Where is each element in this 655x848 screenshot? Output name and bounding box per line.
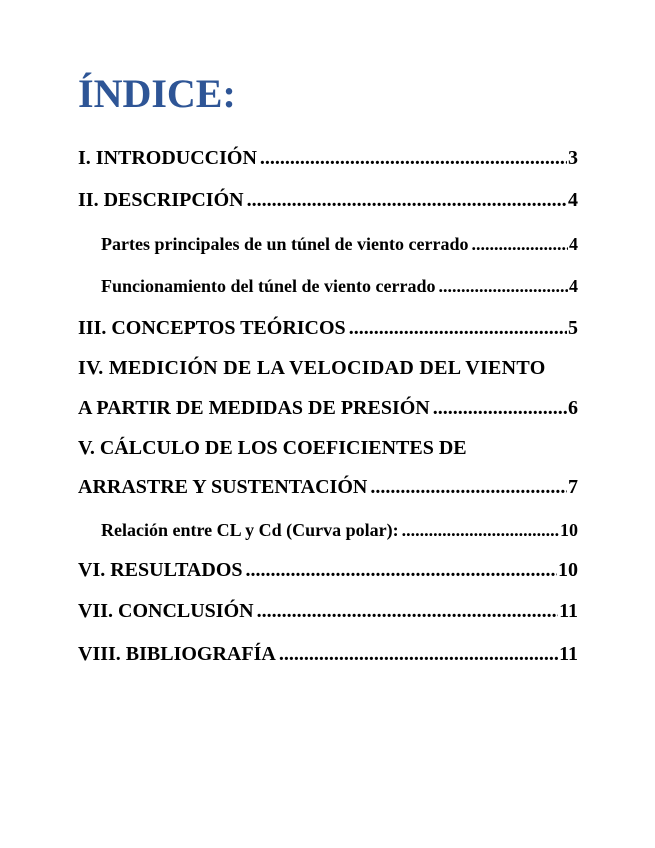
toc-leader-dots — [260, 145, 567, 171]
toc-entry-medicion-line1[interactable]: IV. MEDICIÓN DE LA VELOCIDAD DEL VIENTO — [78, 357, 546, 379]
toc-entry-page: 10 — [560, 520, 578, 540]
toc-title: ÍNDICE: — [78, 71, 236, 116]
toc-entry-conclusion[interactable] — [78, 598, 578, 624]
toc-entry-label: VI. RESULTADOS — [78, 559, 243, 581]
toc-entry-page: 11 — [559, 600, 578, 622]
toc-entry-resultados[interactable] — [78, 557, 578, 583]
toc-leader-dots — [402, 517, 559, 543]
toc-entry-label: ARRASTRE Y SUSTENTACIÓN — [78, 476, 368, 498]
toc-entry-page: 6 — [568, 397, 578, 419]
toc-entry-page: 3 — [568, 147, 578, 169]
toc-leader-dots — [246, 557, 557, 583]
toc-entry-bibliografia[interactable] — [78, 641, 578, 667]
toc-leader-dots — [349, 315, 567, 341]
toc-entry-page: 7 — [568, 476, 578, 498]
toc-entry-label: Relación entre CL y Cd (Curva polar): — [101, 520, 399, 540]
toc-entry-calculo-line1[interactable]: V. CÁLCULO DE LOS COEFICIENTES DE — [78, 437, 467, 459]
toc-entry-conceptos-teoricos[interactable] — [78, 315, 578, 341]
toc-leader-dots — [433, 395, 567, 421]
toc-entry-label: I. INTRODUCCIÓN — [78, 147, 257, 169]
toc-entry-medicion[interactable] — [78, 395, 578, 421]
toc-entry-label: A PARTIR DE MEDIDAS DE PRESIÓN — [78, 397, 430, 419]
toc-entry-partes-principales[interactable] — [101, 231, 578, 257]
toc-entry-label: III. CONCEPTOS TEÓRICOS — [78, 317, 346, 339]
toc-entry-label: Partes principales de un túnel de viento cerrado — [101, 234, 469, 254]
toc-entry-label: II. DESCRIPCIÓN — [78, 189, 244, 211]
toc-leader-dots — [471, 231, 568, 257]
toc-leader-dots — [279, 641, 558, 667]
toc-entry-page: 11 — [559, 643, 578, 665]
toc-entry-label: VII. CONCLUSIÓN — [78, 600, 254, 622]
toc-leader-dots — [370, 474, 567, 500]
toc-entry-label: VIII. BIBLIOGRAFÍA — [78, 643, 276, 665]
toc-entry-page: 4 — [569, 276, 578, 296]
toc-entry-page: 4 — [568, 189, 578, 211]
toc-leader-dots — [438, 273, 568, 299]
toc-entry-descripcion[interactable] — [78, 187, 578, 213]
toc-entry-relacion-cl-cd[interactable] — [101, 517, 578, 543]
toc-entry-page: 4 — [569, 234, 578, 254]
toc-entry-page: 5 — [568, 317, 578, 339]
toc-entry-label: Funcionamiento del túnel de viento cerrado — [101, 276, 436, 296]
toc-leader-dots — [247, 187, 567, 213]
toc-entry-funcionamiento[interactable] — [101, 273, 578, 299]
toc-leader-dots — [257, 598, 559, 624]
toc-entry-page: 10 — [558, 559, 578, 581]
toc-entry-introduccion[interactable] — [78, 145, 578, 171]
toc-entry-calculo[interactable] — [78, 474, 578, 500]
